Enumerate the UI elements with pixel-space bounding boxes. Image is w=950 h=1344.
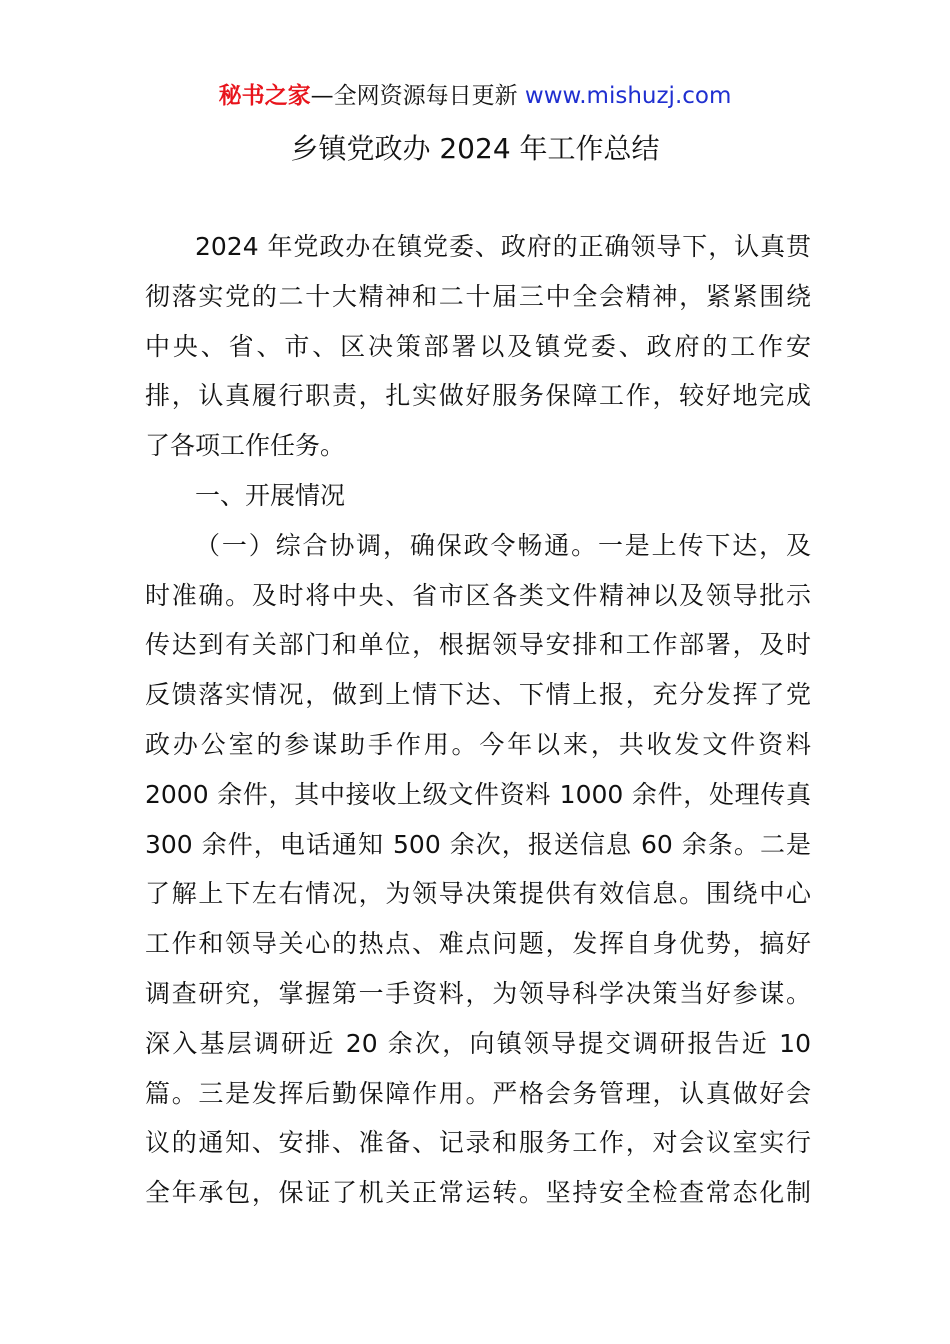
site-url-link[interactable]: www.mishuzj.com — [524, 83, 732, 109]
paragraph-line: 政办公室的参谋助手作用。今年以来，共收发文件资料 — [145, 729, 811, 759]
paragraph-line: 中央、省、市、区决策部署以及镇党委、政府的工作安 — [145, 331, 811, 361]
paragraph-line: 议的通知、安排、准备、记录和服务工作，对会议室实行 — [145, 1128, 811, 1158]
paragraph-line: 深入基层调研近 20 余次，向镇领导提交调研报告近 10 — [145, 1028, 811, 1058]
site-header — [0, 80, 950, 112]
section-heading: 一、开展情况 — [195, 480, 346, 510]
site-tagline: —全网资源每日更新 — [310, 83, 518, 109]
paragraph-line: 排，认真履行职责，扎实做好服务保障工作，较好地完成 — [145, 381, 811, 411]
paragraph-line: 了各项工作任务。 — [145, 431, 346, 461]
paragraph-line: 2000 余件，其中接收上级文件资料 1000 余件，处理传真 — [145, 779, 811, 809]
paragraph-line: 篇。三是发挥后勤保障作用。严格会务管理，认真做好会 — [145, 1078, 811, 1108]
paragraph-line: 传达到有关部门和单位，根据领导安排和工作部署，及时 — [145, 630, 811, 660]
paragraph-line: 工作和领导关心的热点、难点问题，发挥自身优势，搞好 — [145, 929, 811, 959]
paragraph-line: 300 余件，电话通知 500 余次，报送信息 60 余条。二是 — [145, 829, 811, 859]
document-body — [145, 222, 811, 1218]
paragraph-line: 彻落实党的二十大精神和二十届三中全会精神，紧紧围绕 — [145, 281, 811, 311]
paragraph-line: 全年承包，保证了机关正常运转。坚持安全检查常态化制 — [145, 1178, 811, 1208]
paragraph-line: 2024 年党政办在镇党委、政府的正确领导下，认真贯 — [195, 232, 811, 261]
paragraph-line: 调查研究，掌握第一手资料，为领导科学决策当好参谋。 — [145, 978, 811, 1008]
paragraph-line: （一）综合协调，确保政令畅通。一是上传下达，及 — [195, 530, 811, 560]
paragraph-line: 了解上下左右情况，为领导决策提供有效信息。围绕中心 — [145, 879, 811, 909]
paragraph-intro — [145, 222, 811, 471]
paragraph-line: 时准确。及时将中央、省市区各类文件精神以及领导批示 — [145, 580, 811, 610]
paragraph-coordination — [145, 521, 811, 1218]
brand-name: 秘书之家 — [218, 83, 311, 109]
document-title: 乡镇党政办 2024 年工作总结 — [290, 132, 660, 165]
paragraph-line: 反馈落实情况，做到上情下达、下情上报，充分发挥了党 — [145, 680, 811, 710]
